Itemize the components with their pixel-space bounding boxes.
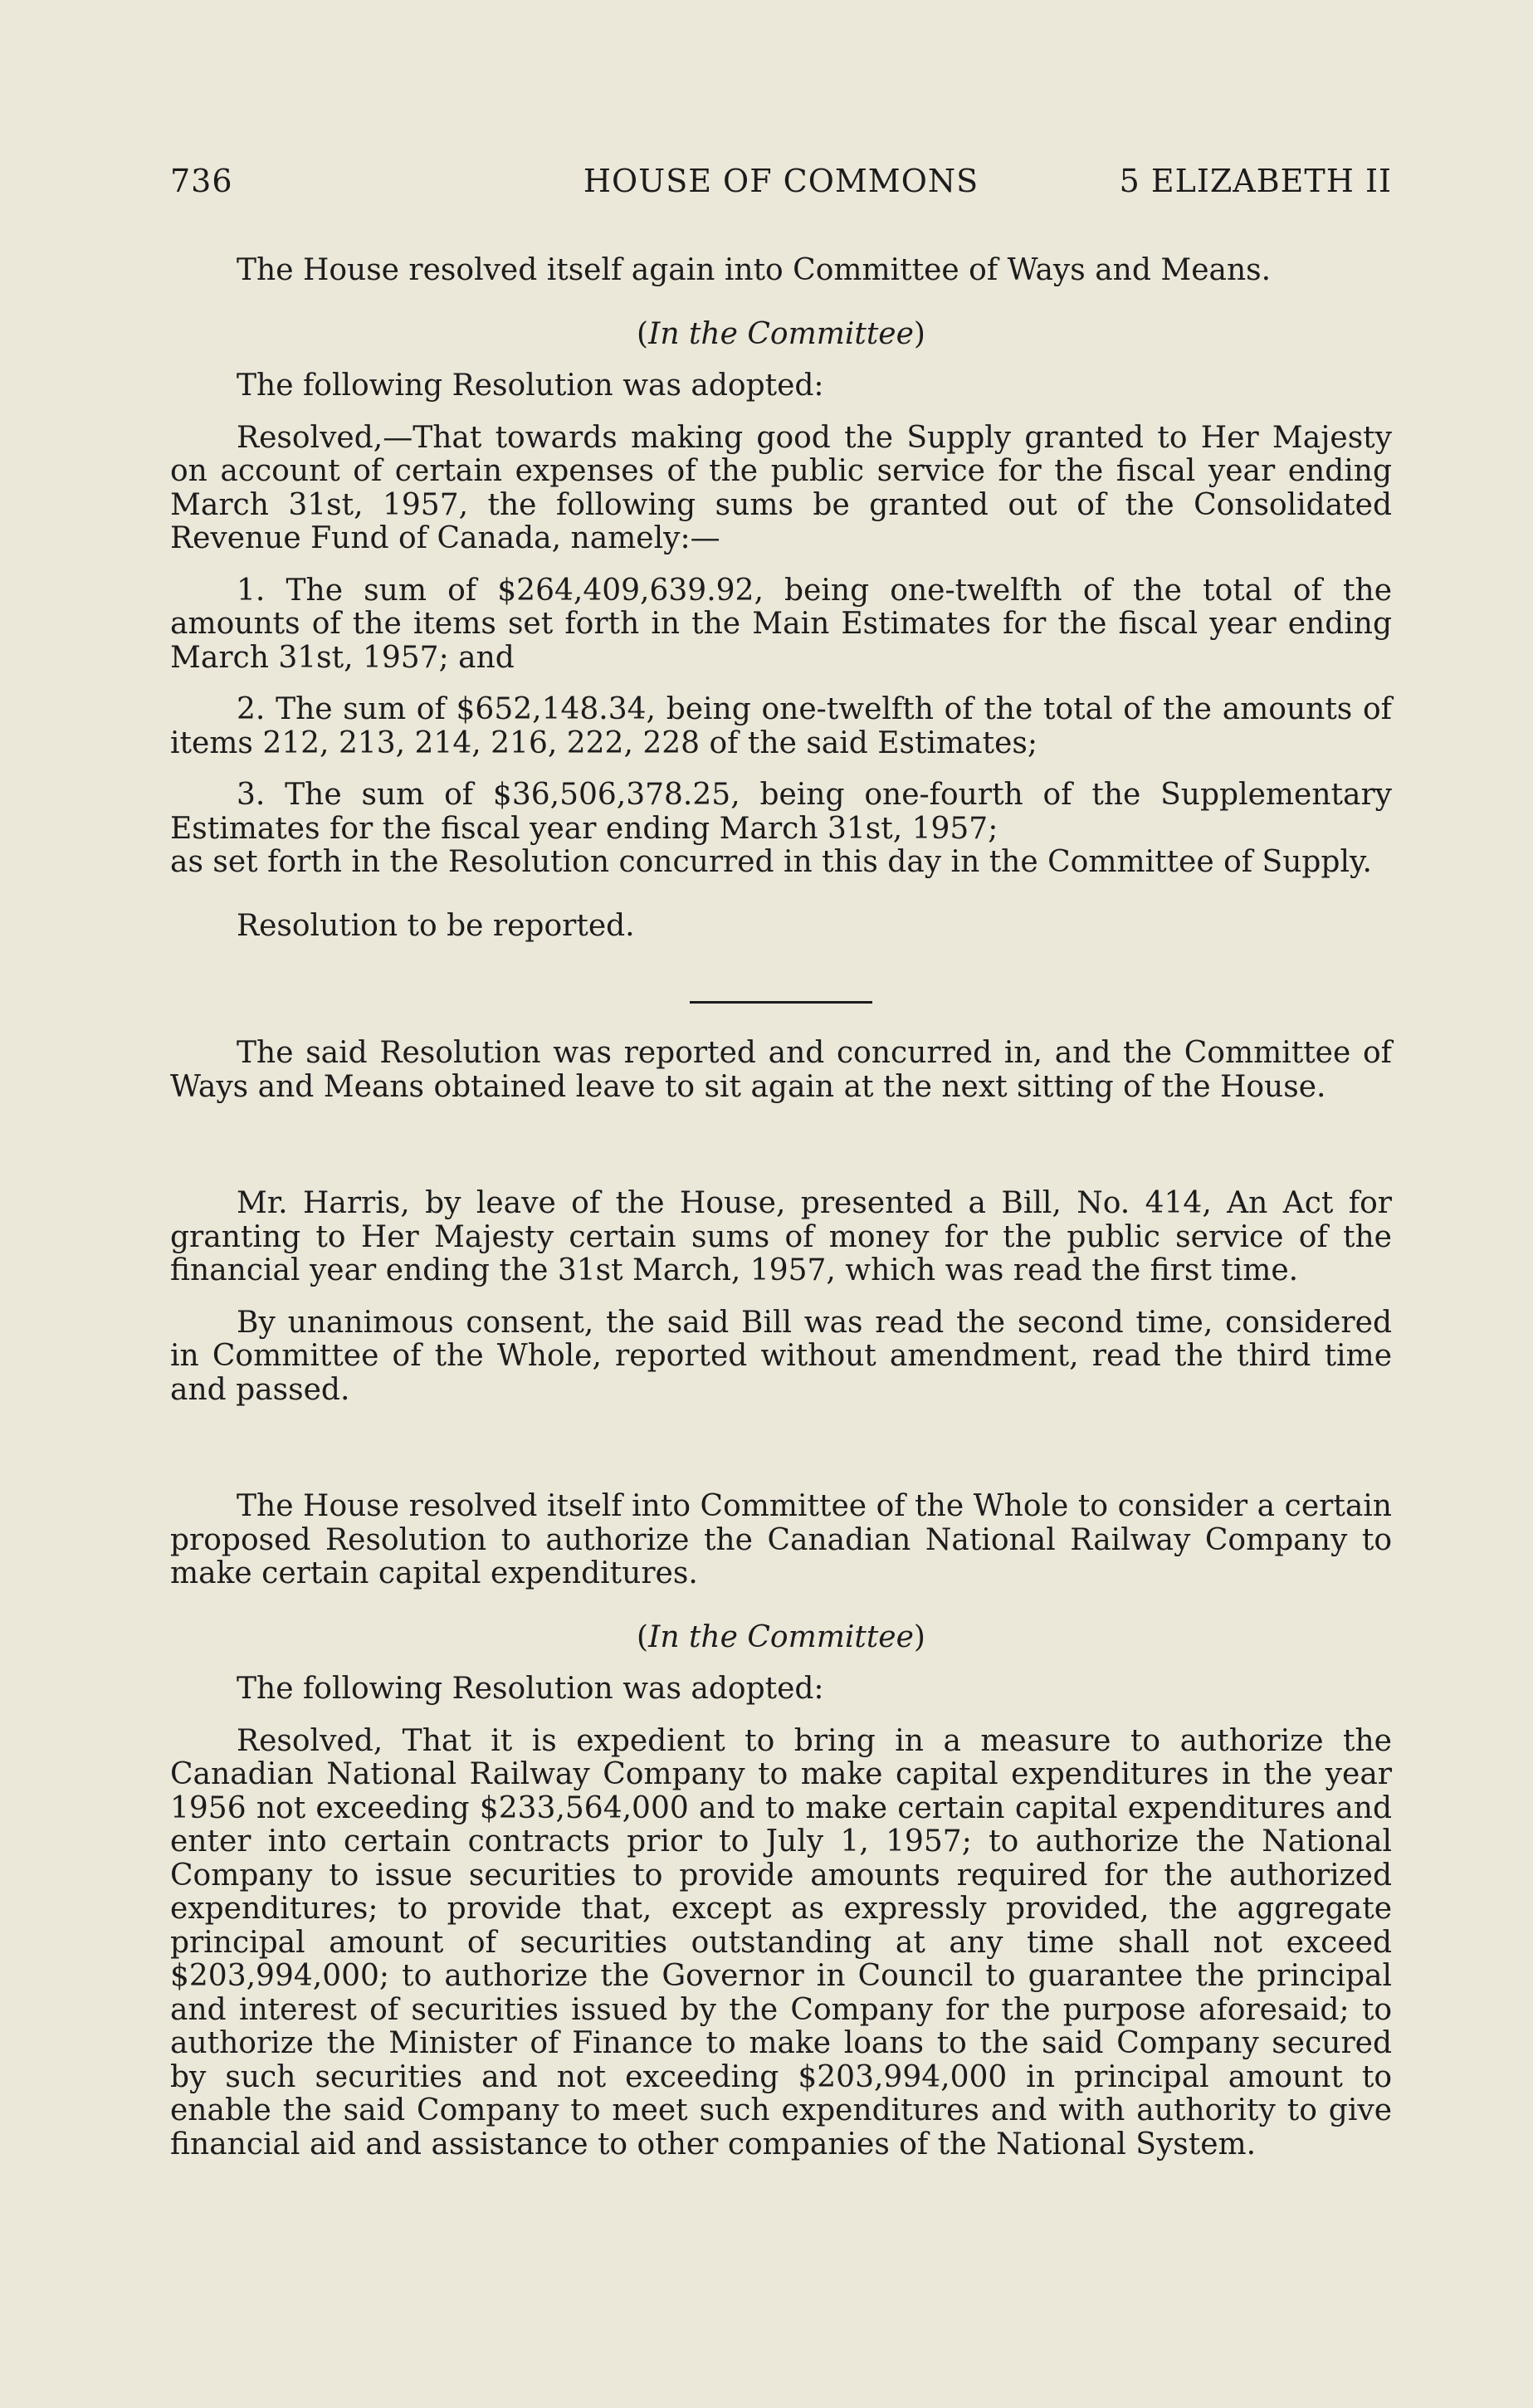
section-rule <box>690 1001 872 1004</box>
paren-close: ) <box>913 316 925 351</box>
paren-open: ( <box>637 316 649 351</box>
paragraph: The said Resolution was reported and concurred in, and the Committee of Ways and Means obtained leave to sit again at the next sitting of the House. <box>170 1036 1392 1104</box>
body-text <box>170 254 1392 2161</box>
paren-open: ( <box>637 1619 649 1654</box>
session-label: 5 ELIZABETH II <box>1119 163 1392 199</box>
list-item: 2. The sum of $652,148.34, being one-twelfth of the total of the amounts of items 212, 213, 214, 216, 222, 228 of the said Estimates; <box>170 692 1392 760</box>
committee-heading-italic: In the Committee <box>648 1619 914 1654</box>
page-number: 736 <box>170 163 233 199</box>
list-item: 1. The sum of $264,409,639.92, being one-twelfth of the total of the amounts of the items set forth in the Main Estimates for the fiscal year ending March 31st, 1957; and <box>170 573 1392 675</box>
committee-heading <box>170 318 1392 352</box>
paragraph: Resolution to be reported. <box>237 908 635 943</box>
paragraph: as set forth in the Resolution concurred in this day in the Committee of Supply. <box>170 845 1372 879</box>
paragraph: Mr. Harris, by leave of the House, presented a Bill, No. 414, An Act for granting to Her Majesty certain sums of money for the public service of the financial year ending the 31st March, 1957, which was read the first time. <box>170 1186 1392 1287</box>
running-head <box>170 163 1392 204</box>
list-item: 3. The sum of $36,506,378.25, being one-fourth of the Supplementary Estimates for the fiscal year ending March 31st, 1957; <box>170 778 1392 846</box>
paragraph: The House resolved itself into Committee of the Whole to consider a certain proposed Resolution to authorize the Canadian National Railway Company to make certain capital expenditures. <box>170 1489 1392 1590</box>
paragraph: Resolved,—That towards making good the Supply granted to Her Majesty on account of certain expenses of the public service for the fiscal year ending March 31st, 1957, the following sums be granted out of the Consolidated Revenue Fund of Canada, namely:— <box>170 420 1392 555</box>
page-title: HOUSE OF COMMONS <box>583 163 979 199</box>
paragraph: The following Resolution was adopted: <box>237 1672 824 1706</box>
paragraph: Resolved, That it is expedient to bring in a measure to authorize the Canadian National Railway Company to make capital expenditures in the year 1956 not exceeding $233,564,000 and to make certain capital expenditures and enter into certain contracts prior to July 1, 1957; to authorize the National Company to issue securities to provide amounts required for the authorized expenditures; to provide that, except as expressly provided, the aggregate principal amount of securities outstanding at any time shall not exceed $203,994,000; to authorize the Governor in Council to guarantee the principal and interest of securities issued by the Company for the purpose aforesaid; to authorize the Minister of Finance to make loans to the said Company secured by such securities and not exceeding $203,994,000 in principal amount to enable the said Company to meet such expenditures and with authority to give financial aid and assistance to other companies of the National System. <box>170 1723 1392 2161</box>
paren-close: ) <box>913 1619 925 1654</box>
paragraph: By unanimous consent, the said Bill was read the second time, considered in Committee of the Whole, reported without amendment, read the third time and passed. <box>170 1305 1392 1407</box>
paragraph: The House resolved itself again into Committee of Ways and Means. <box>237 253 1272 287</box>
committee-heading-italic: In the Committee <box>648 316 914 351</box>
committee-heading <box>170 1621 1392 1655</box>
paragraph: The following Resolution was adopted: <box>237 369 824 403</box>
